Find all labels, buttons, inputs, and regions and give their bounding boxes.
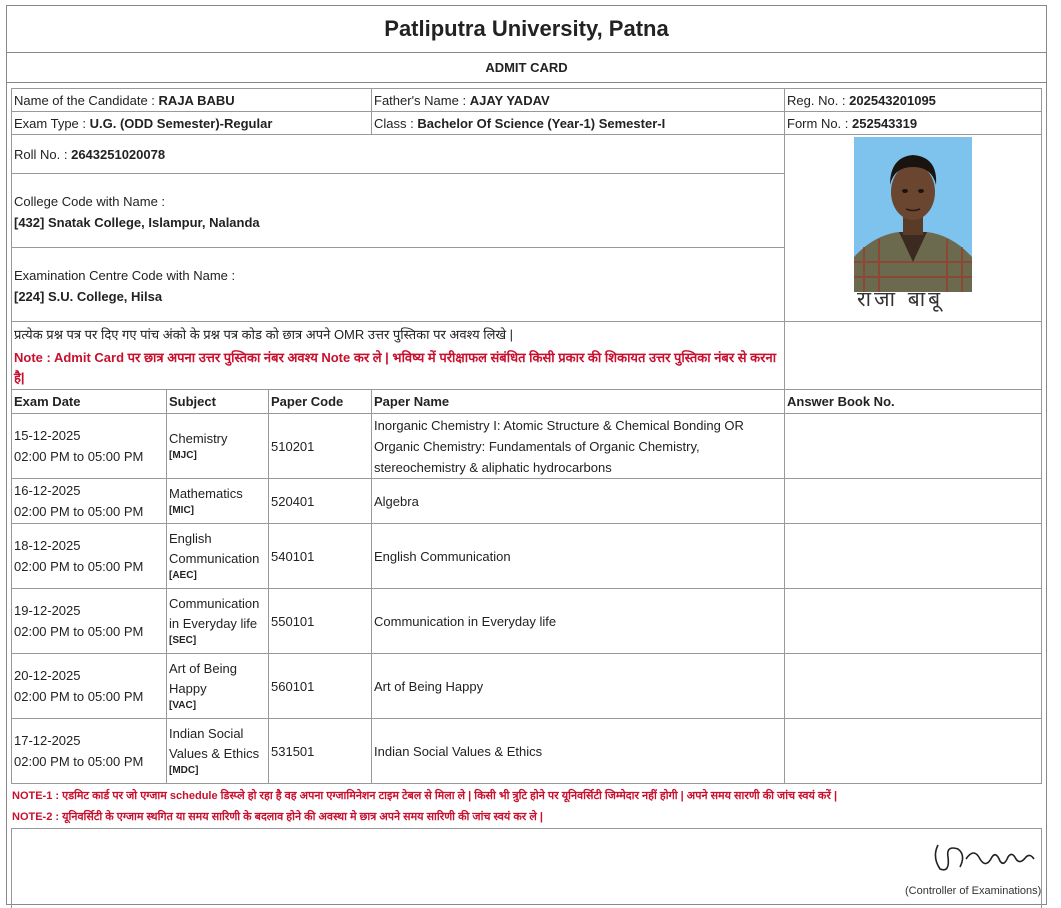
table-cell-date — [11, 718, 167, 784]
paper-code: 531501 — [271, 743, 315, 759]
table-cell-code — [268, 523, 372, 589]
exam-date: 17-12-2025 — [14, 733, 81, 748]
paper-name: Art of Being Happy — [374, 678, 484, 694]
father-name: AJAY YADAV — [469, 93, 550, 108]
table-cell-date — [11, 523, 167, 589]
exam-date: 20-12-2025 — [14, 668, 81, 683]
father-name-label: Father's Name : — [374, 93, 467, 108]
table-cell-paper — [371, 523, 785, 589]
table-cell-date — [11, 588, 167, 654]
table-cell-paper — [371, 588, 785, 654]
exam-time: 02:00 PM to 05:00 PM — [14, 559, 144, 574]
table-cell-answer — [784, 588, 1042, 654]
reg-no: 202543201095 — [849, 93, 936, 108]
header-paper-code: Paper Code — [268, 389, 372, 414]
roll-no-label: Roll No. : — [14, 147, 68, 162]
note-1: NOTE-1 : एडमिट कार्ड पर जो एग्जाम schedule डिस्प्ले हो रहा है वह अपना एग्जामिनेशन टाइम टेबल से मिला ले | किसी भी त्रुटि होने पर यूनिवर्सिटी जिम्मेदार नहीं होगी | अपने समय सारणी की जांच स्वयं करें | — [12, 790, 838, 802]
paper-name: Indian Social Values & Ethics — [374, 743, 543, 759]
subject-name: Indian Social Values & Ethics — [169, 726, 260, 761]
instruction-line: प्रत्येक प्रश्न पत्र पर दिए गए पांच अंको के प्रश्न पत्र कोड को छात्र अपने OMR उत्तर पुस्तिका पर अवश्य लिखे | — [14, 327, 514, 342]
table-cell-answer — [784, 523, 1042, 589]
footer-cell — [11, 828, 1042, 908]
table-cell-answer — [784, 478, 1042, 524]
table-cell-paper — [371, 653, 785, 719]
table-cell-date — [11, 653, 167, 719]
header-subject: Subject — [166, 389, 269, 414]
candidate-name-label: Name of the Candidate : — [14, 93, 155, 108]
exam-time: 02:00 PM to 05:00 PM — [14, 624, 144, 639]
controller-signature — [930, 837, 1040, 877]
exam-type-label: Exam Type : — [14, 116, 87, 131]
paper-code: 560101 — [271, 678, 315, 694]
header-exam-date: Exam Date — [11, 389, 167, 414]
exam-date: 19-12-2025 — [14, 603, 81, 618]
subject-name: Art of Being Happy — [169, 661, 237, 696]
table-cell-code — [268, 718, 372, 784]
table-cell-code — [268, 588, 372, 654]
paper-name: English Communication — [374, 548, 511, 564]
candidate-signature: राजा बाबू — [857, 287, 944, 311]
instructions-cell — [11, 321, 785, 390]
table-cell-subject — [166, 523, 269, 589]
paper-code: 540101 — [271, 548, 315, 564]
form-no-label: Form No. : — [787, 116, 849, 131]
roll-no-cell — [11, 134, 785, 174]
table-cell-subject — [166, 478, 269, 524]
form-no-cell — [784, 111, 1042, 135]
subject-category-tag: [MIC] — [169, 505, 194, 516]
paper-code: 550101 — [271, 613, 315, 629]
header-paper-name: Paper Name — [371, 389, 785, 414]
controller-label: (Controller of Examinations) — [905, 885, 1042, 897]
subject-name: English Communication — [169, 531, 260, 566]
table-cell-answer — [784, 653, 1042, 719]
centre-cell — [11, 247, 785, 322]
candidate-photo — [854, 137, 972, 292]
class-value: Bachelor Of Science (Year-1) Semester-I — [417, 116, 666, 131]
exam-time: 02:00 PM to 05:00 PM — [14, 449, 144, 464]
header-answer-book: Answer Book No. — [784, 389, 1042, 414]
table-cell-code — [268, 478, 372, 524]
table-cell-subject — [166, 653, 269, 719]
exam-type: U.G. (ODD Semester)-Regular — [89, 116, 273, 131]
exam-time: 02:00 PM to 05:00 PM — [14, 754, 144, 769]
exam-time: 02:00 PM to 05:00 PM — [14, 504, 144, 519]
table-cell-subject — [166, 413, 269, 479]
table-cell-date — [11, 478, 167, 524]
instructions-side-cell — [784, 321, 1042, 390]
paper-name: Algebra — [374, 493, 419, 509]
subject-category-tag: [VAC] — [169, 700, 197, 711]
paper-name: Inorganic Chemistry I: Atomic Structure & Chemical Bonding OR Organic Chemistry: Fundamentals of Organic Chemistry, stereochemistry & aliphatic hydrocarbons — [374, 417, 744, 475]
table-cell-answer — [784, 413, 1042, 479]
exam-date: 18-12-2025 — [14, 538, 81, 553]
answer-book-note: Note : Admit Card पर छात्र अपना उत्तर पुस्तिका नंबर अवश्य Note कर ले | भविष्य में परीक्षाफल संबंधित किसी प्रकार की शिकायत उत्तर पुस्तिका नंबर से करना है| — [14, 350, 777, 385]
table-cell-answer — [784, 718, 1042, 784]
paper-code: 510201 — [271, 438, 315, 454]
exam-date: 16-12-2025 — [14, 483, 81, 498]
subject-category-tag: [MJC] — [169, 450, 197, 461]
father-name-cell — [371, 88, 785, 112]
table-cell-date — [11, 413, 167, 479]
table-cell-paper — [371, 478, 785, 524]
candidate-name: RAJA BABU — [158, 93, 235, 108]
photo-cell — [784, 134, 1042, 322]
subject-name: Mathematics — [169, 486, 243, 501]
subject-name: Communication in Everyday life — [169, 596, 260, 631]
college-label: College Code with Name : — [14, 194, 166, 209]
form-no: 252543319 — [852, 116, 918, 131]
table-cell-paper — [371, 413, 785, 479]
table-cell-code — [268, 413, 372, 479]
centre-name: [224] S.U. College, Hilsa — [14, 289, 163, 304]
note-2: NOTE-2 : यूनिवर्सिटी के एग्जाम स्थगित या समय सारिणी के बदलाव होने की अवस्था मे छात्र अपने समय सारिणी की जांच स्वयं कर ले | — [12, 811, 543, 823]
class-cell — [371, 111, 785, 135]
paper-name: Communication in Everyday life — [374, 613, 557, 629]
subject-name: Chemistry — [169, 431, 228, 446]
college-cell — [11, 173, 785, 248]
college-name: [432] Snatak College, Islampur, Nalanda — [14, 215, 260, 230]
subject-category-tag: [MDC] — [169, 765, 199, 776]
table-cell-subject — [166, 718, 269, 784]
subject-category-tag: [AEC] — [169, 570, 197, 581]
admit-card-heading: ADMIT CARD — [6, 52, 1047, 83]
roll-no: 2643251020078 — [71, 147, 166, 162]
centre-label: Examination Centre Code with Name : — [14, 268, 236, 283]
table-cell-subject — [166, 588, 269, 654]
paper-code: 520401 — [271, 493, 315, 509]
reg-no-label: Reg. No. : — [787, 93, 846, 108]
table-cell-code — [268, 653, 372, 719]
exam-date: 15-12-2025 — [14, 428, 81, 443]
exam-type-cell — [11, 111, 372, 135]
exam-time: 02:00 PM to 05:00 PM — [14, 689, 144, 704]
table-cell-paper — [371, 718, 785, 784]
candidate-name-cell — [11, 88, 372, 112]
reg-no-cell — [784, 88, 1042, 112]
university-title: Patliputra University, Patna — [6, 5, 1047, 53]
subject-category-tag: [SEC] — [169, 635, 197, 646]
class-label: Class : — [374, 116, 414, 131]
